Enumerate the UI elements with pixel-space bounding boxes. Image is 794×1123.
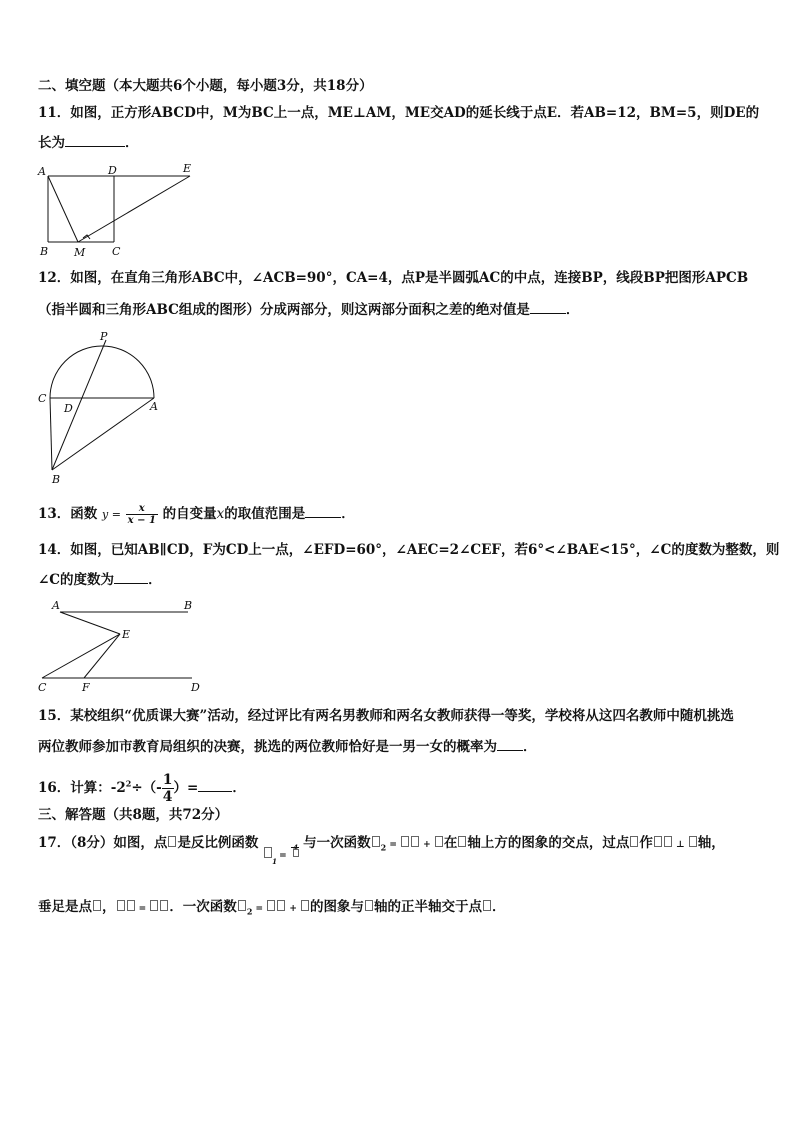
- q14-suffix: ．: [148, 572, 162, 588]
- q16-fraction: [162, 772, 174, 805]
- section3-title: 三、解答题（共8题，共72分）: [38, 807, 229, 823]
- placeholder-box: [630, 836, 638, 847]
- q16-exponent: 2: [125, 778, 132, 789]
- placeholder-box: [483, 900, 491, 911]
- placeholder-box: [365, 900, 373, 911]
- q17-inverse-func: [263, 834, 303, 866]
- q17-p5: 轴上方的图象的交点，过点: [467, 835, 630, 851]
- q12-answer-blank[interactable]: [530, 300, 566, 314]
- q17-line2: [38, 897, 506, 922]
- q11-line2: [38, 133, 139, 153]
- placeholder-box: [372, 836, 380, 847]
- q17-p7: 轴，: [697, 835, 725, 851]
- placeholder-box: [458, 836, 466, 847]
- placeholder-box: [654, 836, 662, 847]
- q17-l2-p4: 轴的正半轴交于点: [374, 899, 483, 915]
- q17-eq2: =: [386, 840, 401, 850]
- q12-figure: [34, 328, 164, 488]
- placeholder-box: [267, 900, 275, 911]
- q13-line: [38, 503, 355, 526]
- q14-label-C: C: [38, 681, 47, 694]
- q12-label-D: D: [64, 402, 73, 415]
- q13-var: x: [216, 506, 225, 522]
- q17-l2-eq: =: [135, 904, 150, 914]
- q16-answer-blank[interactable]: [198, 778, 232, 792]
- q11-figure: [36, 160, 196, 260]
- q12-label-C: C: [38, 392, 47, 405]
- q17-p4: 在: [443, 835, 458, 851]
- q13-prefix: 13．函数: [38, 506, 98, 522]
- q17-l2-comma: ，: [102, 899, 116, 915]
- q16-end: ．: [232, 780, 246, 796]
- q11-label-B: B: [40, 245, 49, 258]
- placeholder-box: [238, 900, 246, 911]
- q13-answer-blank[interactable]: [305, 504, 341, 518]
- placeholder-box: [664, 836, 672, 847]
- q17-l2-end: ．: [492, 899, 506, 915]
- q17-p2: 是反比例函数: [177, 835, 259, 851]
- q12-label-B: B: [52, 473, 61, 486]
- q11-suffix: ．: [125, 135, 139, 151]
- q16-close: ）=: [173, 780, 199, 796]
- placeholder-box: [117, 900, 125, 911]
- q15-line1: 15．某校组织“优质课大赛”活动，经过评比有两名男教师和两名女教师获得一等奖，学校将从这四名教师中随机挑选: [38, 708, 734, 724]
- q17-sub1: 1: [272, 856, 278, 866]
- placeholder-box: [150, 900, 158, 911]
- placeholder-box: [127, 900, 135, 911]
- q17-plus: +: [420, 840, 434, 850]
- placeholder-box: [264, 847, 272, 858]
- section2-title: 二、填空题（本大题共6个小题，每小题3分，共18分）: [38, 78, 373, 94]
- q13-mid: 的自变量: [162, 506, 217, 522]
- q14-label-E: E: [122, 628, 131, 641]
- q14-prefix: ∠C的度数为: [38, 572, 115, 588]
- q17-eq: =: [279, 850, 287, 861]
- q16-mid: ÷（-: [131, 780, 162, 796]
- placeholder-box: [689, 836, 697, 847]
- placeholder-box: [435, 836, 443, 847]
- placeholder-box: [401, 836, 409, 847]
- q11-label-D: D: [108, 164, 117, 177]
- q14-answer-blank[interactable]: [114, 570, 148, 584]
- q16-frac-den: 4: [162, 789, 173, 805]
- q17-l2-p1: 垂足是点: [38, 899, 92, 915]
- q13-fraction: [126, 503, 158, 526]
- q13-frac-num: x: [126, 503, 158, 515]
- q14-label-A: A: [52, 599, 60, 612]
- q15-line2-text: 两位教师参加市教育局组织的决赛，挑选的两位教师恰好是一男一女的概率为: [38, 739, 497, 755]
- q11-line1: 11．如图，正方形ABCD中，M为BC上一点，ME⊥AM，ME交AD的延长线于点E．若AB=12，BM=5，则DE的: [38, 105, 760, 121]
- q14-line2: [38, 570, 162, 590]
- q14-label-F: F: [82, 681, 90, 694]
- q16-frac-num: 1: [162, 772, 173, 788]
- q15-line2: [38, 737, 537, 757]
- q17-p3: 与一次函数: [303, 835, 371, 851]
- q17-l2-eq2: =: [252, 904, 267, 914]
- q17-line1: [38, 833, 725, 866]
- q15-suffix: ．: [523, 739, 537, 755]
- q17-perp: ⊥: [672, 840, 688, 850]
- q11-prefix: 长为: [38, 135, 65, 151]
- q17-l2-sub: 2: [246, 906, 253, 917]
- q17-p1: 17．（8分）如图，点: [38, 835, 168, 851]
- q13-end: ．: [341, 506, 355, 522]
- q17-l2-plus: +: [286, 904, 301, 914]
- q11-label-M: M: [74, 246, 86, 259]
- placeholder-box: [277, 900, 285, 911]
- q17-frac-num: 4: [293, 842, 299, 852]
- placeholder-box: [301, 900, 309, 911]
- q12-line2-text: （指半圆和三角形ABC组成的图形）分成两部分，则这两部分面积之差的绝对值是: [38, 302, 530, 318]
- q14-label-D: D: [191, 681, 200, 694]
- placeholder-box: [160, 900, 168, 911]
- placeholder-box: [168, 836, 176, 847]
- q13-frac-den: x − 1: [127, 515, 156, 526]
- q17-p6: 作: [639, 835, 653, 851]
- q17-frac-bar: [291, 847, 299, 848]
- q12-label-A: A: [150, 400, 158, 413]
- q11-answer-blank[interactable]: [65, 133, 125, 147]
- placeholder-box: [293, 849, 299, 857]
- q15-answer-blank[interactable]: [497, 737, 523, 751]
- q17-sub2: 2: [380, 842, 387, 853]
- placeholder-box: [411, 836, 419, 847]
- placeholder-box: [93, 900, 101, 911]
- q14-label-B: B: [184, 599, 193, 612]
- q12-label-P: P: [100, 330, 108, 343]
- q11-label-A: A: [38, 165, 46, 178]
- q13-y: y =: [102, 508, 121, 521]
- q14-line1: 14．如图，已知AB∥CD，F为CD上一点，∠EFD=60°，∠AEC=2∠CEF，若6°<∠BAE<15°，∠C的度数为整数，则: [38, 542, 780, 558]
- q11-label-C: C: [112, 245, 121, 258]
- q12-suffix: ．: [565, 302, 580, 318]
- q12-line2: [38, 300, 579, 320]
- q17-l2-p3: 的图象与: [310, 899, 365, 915]
- q11-label-E: E: [183, 162, 192, 175]
- q16-prefix: 16．计算：-2: [38, 780, 126, 796]
- q14-figure: [36, 596, 206, 696]
- q12-line1: 12．如图，在直角三角形ABC中，∠ACB=90°，CA=4，点P是半圆弧AC的中点，连接BP，线段BP把图形APCB: [38, 270, 749, 286]
- q13-suffix: 的取值范围是: [224, 506, 306, 522]
- q16-line: [38, 772, 246, 805]
- q17-l2-p2: ．一次函数: [169, 899, 237, 915]
